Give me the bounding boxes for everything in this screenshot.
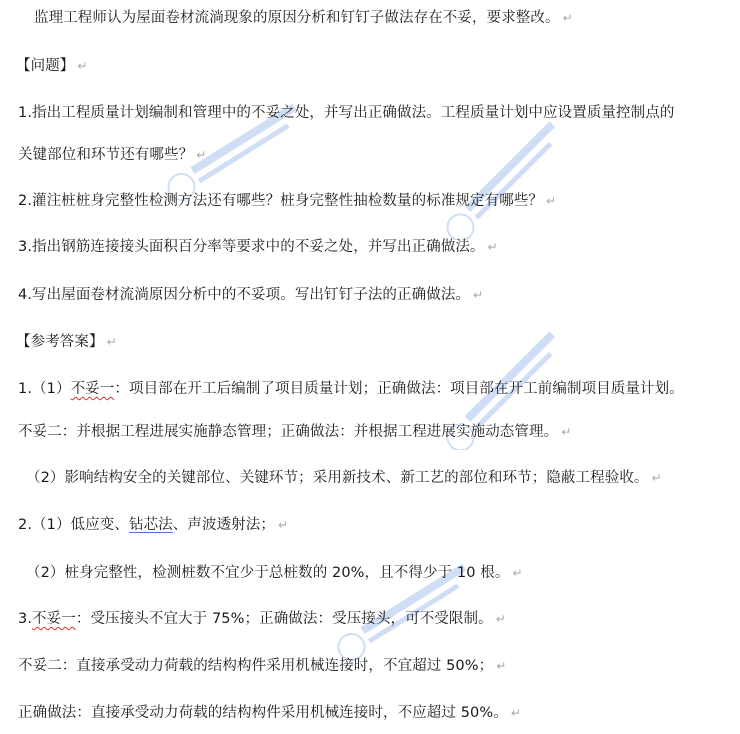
answer-2-prefix: 2.（1）低应变、 [18,517,129,533]
paragraph-mark-icon: ↵ [106,335,117,349]
question-4-text: 4.写出屋面卷材流淌原因分析中的不妥项。写出钉钉子法的正确做法。 [18,287,471,303]
questions-heading-text: 【问题】 [16,58,75,74]
paragraph-mark-icon: ↵ [561,425,572,439]
answer-3-line-3 [18,703,521,723]
answer-3-text: ：受压接头不宜大于 75%；正确做法：受压接头，可不受限制。 [75,611,493,627]
question-3 [18,237,498,257]
question-1-text: 1.指出工程质量计划编制和管理中的不妥之处，并写出正确做法。工程质量计划中应设置质量控制点的 [18,105,675,121]
answer-1-part-2-text: （2）影响结构安全的关键部位、关键环节；采用新技术、新工艺的部位和环节；隐蔽工程验收。 [26,470,649,486]
answer-3-prefix: 3. [18,611,33,627]
answer-1-prefix: 1.（1） [18,381,71,397]
answer-3-correct-text: 正确做法：直接承受动力荷载的结构构件采用机械连接时，不应超过 50%。 [18,705,508,721]
paragraph-mark-icon: ↵ [473,288,484,302]
answer-2-text: 、声波透射法； [172,517,275,533]
questions-heading [16,56,88,76]
question-1-line-2 [18,145,206,165]
answer-2-part-2 [26,563,523,583]
intro-paragraph [34,8,573,28]
underlined-text: 钻芯法 [128,517,173,533]
watermark-logo-icon [410,120,600,240]
answer-1-text-cont: 不妥二：并根据工程进展实施静态管理；正确做法：并根据工程进展实施动态管理。 [18,424,559,440]
question-2 [18,191,556,211]
answers-heading [16,332,117,352]
question-4 [18,285,483,305]
answer-1-part-2 [26,468,662,488]
answers-heading-text: 【参考答案】 [16,334,104,350]
answer-3-line-2 [18,656,506,676]
answer-2-line-1 [18,515,288,535]
paragraph-mark-icon: ↵ [562,11,573,25]
answer-1-line-1 [18,379,684,399]
spellcheck-marked-text: 不妥一 [70,381,115,397]
paragraph-mark-icon: ↵ [495,612,506,626]
answer-1-text: ：项目部在开工后编制了项目质量计划；正确做法：项目部在开工前编制项目质量计划。 [114,381,684,397]
paragraph-mark-icon: ↵ [77,59,88,73]
question-2-text: 2.灌注桩桩身完整性检测方法还有哪些？桩身完整性抽检数量的标准规定有哪些？ [18,193,544,209]
spellcheck-marked-text: 不妥一 [32,611,76,627]
paragraph-mark-icon: ↵ [651,471,662,485]
question-1-line-1 [18,103,674,123]
answer-3-line-1 [18,609,506,629]
answer-3-text-cont: 不妥二：直接承受动力荷载的结构构件采用机械连接时，不宜超过 50%； [18,658,494,674]
answer-2-part-2-text: （2）桩身完整性，检测桩数不宜少于总桩数的 20%，且不得少于 10 根。 [26,565,510,581]
intro-text: 监理工程师认为屋面卷材流淌现象的原因分析和钉钉子做法存在不妥，要求整改。 [34,10,560,26]
paragraph-mark-icon: ↵ [277,518,289,532]
question-1-text-cont: 关键部位和环节还有哪些？ [18,147,194,163]
question-3-text: 3.指出钢筋连接接头面积百分率等要求中的不妥之处，并写出正确做法。 [18,239,485,255]
paragraph-mark-icon: ↵ [496,659,507,673]
paragraph-mark-icon: ↵ [512,566,523,580]
paragraph-mark-icon: ↵ [196,148,207,162]
paragraph-mark-icon: ↵ [546,194,557,208]
paragraph-mark-icon: ↵ [487,240,498,254]
paragraph-mark-icon: ↵ [510,706,521,720]
answer-1-line-2 [18,422,571,442]
